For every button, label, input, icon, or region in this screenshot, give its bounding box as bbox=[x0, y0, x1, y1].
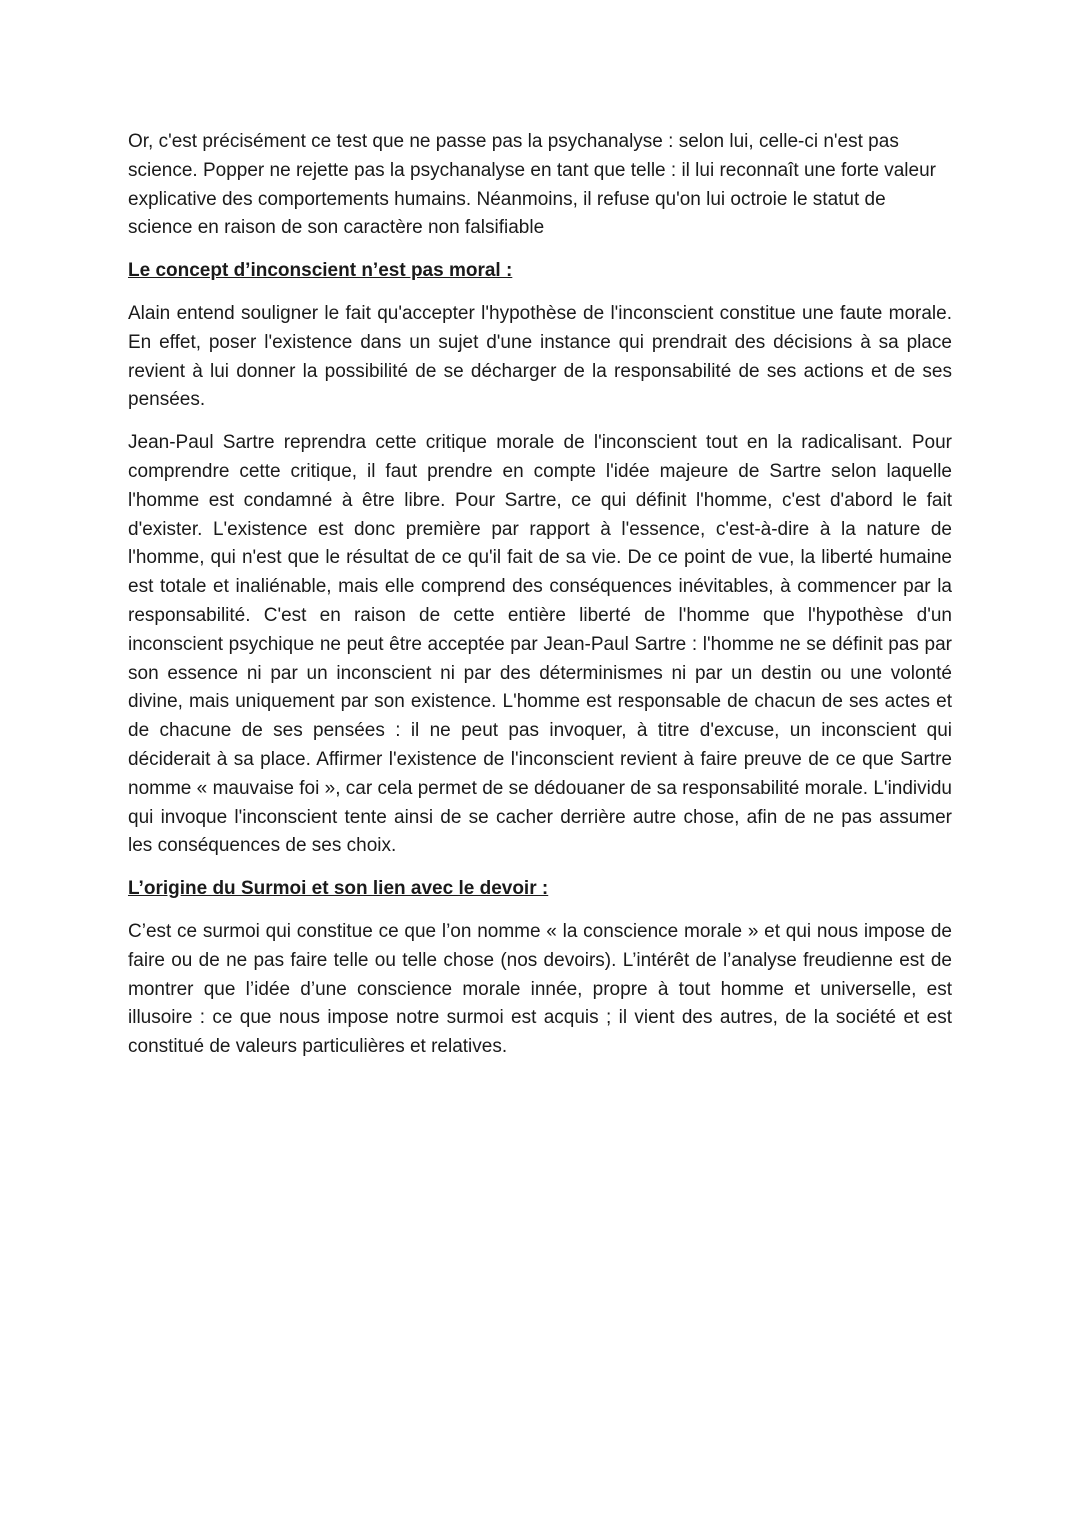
paragraph-sartre: Jean-Paul Sartre reprendra cette critique morale de l'inconscient tout en la radicalisant. Pour comprendre cette critique, il faut prendre en compte l'idée majeure de Sartre selon laquelle l'homme est condamné à être libre. Pour Sartre, ce qui définit l'homme, c'est d'abord le fait d'exister. L'existence est donc première par rapport à l'essence, c'est-à-dire à la nature de l'homme, qui n'est que le résultat de ce qu'il fait de sa vie. De ce point de vue, la liberté humaine est totale et inaliénable, mais elle comprend des conséquences inévitables, à commencer par la responsabilité. C'est en raison de cette entière liberté de l'homme que l'hypothèse d'un inconscient psychique ne peut être acceptée par Jean-Paul Sartre : l'homme ne se définit pas par son essence ni par un inconscient ni par des déterminismes ni par un destin ou une volonté divine, mais uniquement par son existence. L'homme est responsable de chacun de ses actes et de chacune de ses pensées : il ne peut pas invoquer, à titre d'excuse, un inconscient qui déciderait à sa place. Affirmer l'existence de l'inconscient revient à faire preuve de ce que Sartre nomme « mauvaise foi », car cela permet de se dédouaner de sa responsabilité morale. L'individu qui invoque l'inconscient tente ainsi de se cacher derrière autre chose, afin de ne pas assumer les conséquences de ses choix. bbox=[128, 432, 952, 857]
paragraph-surmoi: C’est ce surmoi qui constitue ce que l’on nomme « la conscience morale » et qui nous impose de faire ou de ne pas faire telle ou telle chose (nos devoirs). L’intérêt de l’analyse freudienne est de montrer que l’idée d’une conscience morale innée, propre à tout homme et universelle, est illusoire : ce que nous impose notre surmoi est acquis ; il vient des autres, de la société et est constitué de valeurs particulières et relatives. bbox=[128, 920, 952, 1058]
paragraph-alain: Alain entend souligner le fait qu'accepter l'hypothèse de l'inconscient constitue une faute morale. En effet, poser l'existence dans un sujet d'une instance qui prendrait des décisions à sa place revient à lui donner la possibilité de se décharger de la responsabilité de ses actions et de ses pensées. bbox=[128, 302, 952, 411]
heading-inconscient-pas-moral: Le concept d’inconscient n’est pas moral : bbox=[128, 260, 513, 282]
paragraph-popper-psychanalyse: Or, c'est précisément ce test que ne passe pas la psychanalyse : selon lui, celle-ci n'est pas science. Popper ne rejette pas la psychanalyse en tant que telle : il lui reconnaît une forte valeur explicative des comportements humains. Néanmoins, il refuse qu'on lui octroie le statut de science en raison de son caractère non falsifiable bbox=[128, 131, 936, 239]
heading-origine-surmoi: L’origine du Surmoi et son lien avec le devoir : bbox=[128, 878, 549, 900]
document-page bbox=[128, 128, 952, 1076]
